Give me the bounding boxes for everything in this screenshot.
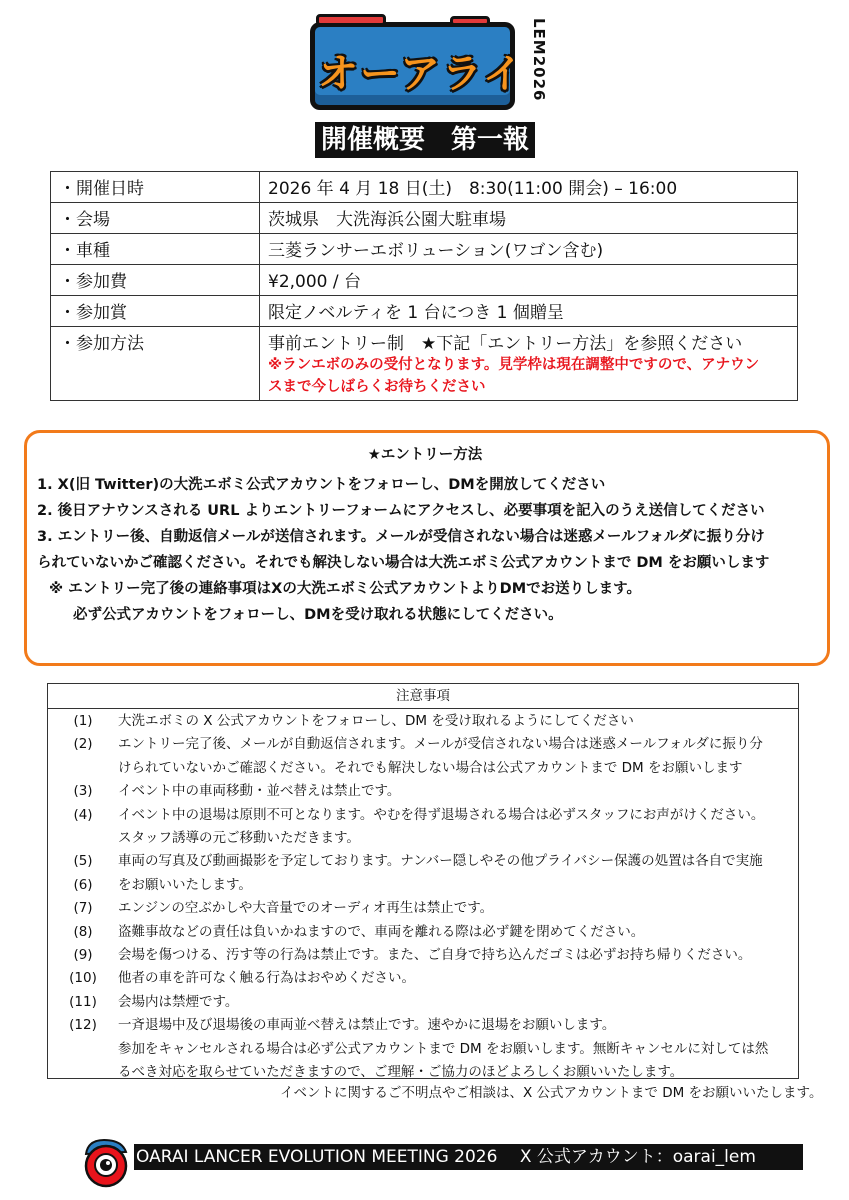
table-row: [51, 265, 798, 296]
list-item: [48, 1038, 798, 1061]
row-label: ・開催日時: [51, 172, 260, 203]
logo-accent-bar: [450, 16, 490, 26]
row-value: 限定ノベルティを 1 台につき 1 個贈呈: [260, 296, 798, 327]
item-text: 車両の写真及び動画撮影を予定しております。ナンバー隠しやその他プライバシー保護の処置は各自で実施: [118, 853, 763, 870]
item-text: 他者の車を許可なく触る行為はおやめください。: [118, 970, 415, 987]
entry-method-text: 事前エントリー制 ★下記「エントリー方法」を参照ください: [268, 334, 743, 354]
item-number: (4): [73, 806, 93, 823]
list-item: [48, 780, 798, 803]
row-label: ・参加費: [51, 265, 260, 296]
row-label: ・参加賞: [51, 296, 260, 327]
table-row: [51, 327, 798, 401]
item-number: [48, 757, 118, 780]
list-item: [48, 1014, 798, 1037]
row-label: ・参加方法: [51, 327, 260, 401]
item-text: スタッフ誘導の元ご移動いただきます。: [118, 830, 360, 847]
list-item: [48, 757, 798, 780]
item-text: エントリー完了後、メールが自動返信されます。メールが受信されない場合は迷惑メールフォルダに振り分: [118, 736, 763, 753]
item-number: [48, 1061, 118, 1084]
item-number: (11): [69, 993, 97, 1010]
logo-text: オーアライ: [318, 51, 525, 97]
entry-title: ★エントリー方法: [367, 447, 483, 463]
list-item: [48, 733, 798, 756]
entry-note: ※ エントリー完了後の連絡事項はXの大洗エボミ公式アカウントよりDMでお送りします。: [49, 581, 641, 597]
item-text: 参加をキャンセルされる場合は必ず公式アカウントまで DM をお願いします。無断キャンセルに対しては然: [118, 1040, 769, 1057]
row-value: 三菱ランサーエボリューション(ワゴン含む): [260, 234, 798, 265]
entry-step: 3. エントリー後、自動返信メールが送信されます。メールが受信されない場合は迷惑メールフォルダに振り分け: [37, 529, 765, 545]
entry-step: 1. X(旧 Twitter)の大洗エボミ公式アカウントをフォローし、DMを開放してください: [37, 477, 606, 493]
table-row: [51, 172, 798, 203]
row-value: [260, 327, 798, 401]
item-number: [48, 827, 118, 850]
list-item: [48, 827, 798, 850]
mascot-icon: [80, 1136, 132, 1188]
item-number: (5): [73, 853, 93, 870]
row-value: 2026 年 4 月 18 日(土) 8:30(11:00 開会) – 16:00: [260, 172, 798, 203]
item-text: けられていないかご確認ください。それでも解決しない場合は公式アカウントまで DM をお願いします: [118, 759, 743, 776]
list-item: [48, 967, 798, 990]
item-number: (8): [73, 923, 93, 940]
event-info-table: [50, 171, 798, 401]
item-text: イベント中の退場は原則不可となります。やむを得ず退場される場合は必ずスタッフにお声がけください。: [118, 806, 765, 823]
warning-note: ※ランエボのみの受付となります。見学枠は現在調整中ですので、アナウン: [268, 357, 760, 373]
item-number: (9): [73, 947, 93, 964]
item-text: 盗難事故などの責任は負いかねますので、車両を離れる際は必ず鍵を閉めてください。: [118, 923, 645, 940]
item-text: イベント中の車両移動・並べ替えは禁止です。: [118, 783, 401, 800]
entry-method-box: [24, 430, 830, 666]
list-item: [48, 850, 798, 873]
item-number: (2): [73, 736, 93, 753]
event-logo: [300, 14, 550, 118]
page-title: 開催概要 第一報: [315, 122, 535, 158]
row-label: ・会場: [51, 203, 260, 234]
table-row: [51, 234, 798, 265]
entry-note: 必ず公式アカウントをフォローし、DMを受け取れる状態にしてください。: [73, 607, 563, 623]
list-item: [48, 897, 798, 920]
item-number: (6): [73, 876, 93, 893]
item-number: (10): [69, 970, 97, 987]
item-number: (3): [73, 783, 93, 800]
table-row: [51, 296, 798, 327]
item-number: [48, 1038, 118, 1061]
list-item: [48, 921, 798, 944]
list-item: [48, 804, 798, 827]
item-text: エンジンの空ぶかしや大音量でのオーディオ再生は禁止です。: [118, 900, 494, 917]
row-label: ・車種: [51, 234, 260, 265]
notes-box: [47, 683, 799, 1079]
list-item: [48, 710, 798, 733]
item-text: 会場を傷つける、汚す等の行為は禁止です。また、ご自身で持ち込んだゴミは必ずお持ち帰りください。: [118, 947, 752, 964]
item-number: (12): [69, 1017, 97, 1034]
list-item: [48, 874, 798, 897]
contact-note: イベントに関するご不明点やご相談は、X 公式アカウントまで DM をお願いいたします。: [280, 1085, 823, 1101]
logo-side-text: LEM2026: [530, 18, 548, 102]
warning-note: スまで今しばらくお待ちください: [268, 379, 486, 395]
list-item: [48, 944, 798, 967]
row-value: 茨城県 大洗海浜公園大駐車場: [260, 203, 798, 234]
item-text: 会場内は禁煙です。: [118, 993, 239, 1010]
item-text: 大洗エボミの X 公式アカウントをフォローし、DM を受け取れるようにしてください: [118, 713, 634, 729]
item-text: 一斉退場中及び退場後の車両並べ替えは禁止です。速やかに退場をお願いします。: [118, 1017, 616, 1034]
item-number: (7): [73, 900, 93, 917]
logo-accent-bar: [316, 14, 386, 26]
bottom-banner: OARAI LANCER EVOLUTION MEETING 2026 X 公式アカウント：oarai_lem: [134, 1144, 803, 1170]
entry-step: 2. 後日アナウンスされる URL よりエントリーフォームにアクセスし、必要事項を記入のうえ送信してください: [37, 503, 765, 519]
table-row: [51, 203, 798, 234]
row-value: ¥2,000 / 台: [260, 265, 798, 296]
item-text: をお願いいたします。: [118, 876, 252, 893]
entry-step: られていないかご確認ください。それでも解決しない場合は大洗エボミ公式アカウントまで DM をお願いします: [37, 555, 770, 571]
item-number: (1): [73, 713, 93, 729]
item-text: るべき対応を取らせていただきますので、ご理解・ご協力のほどよろしくお願いいたします。: [118, 1064, 684, 1081]
notes-heading: 注意事項: [48, 684, 798, 709]
list-item: [48, 991, 798, 1014]
